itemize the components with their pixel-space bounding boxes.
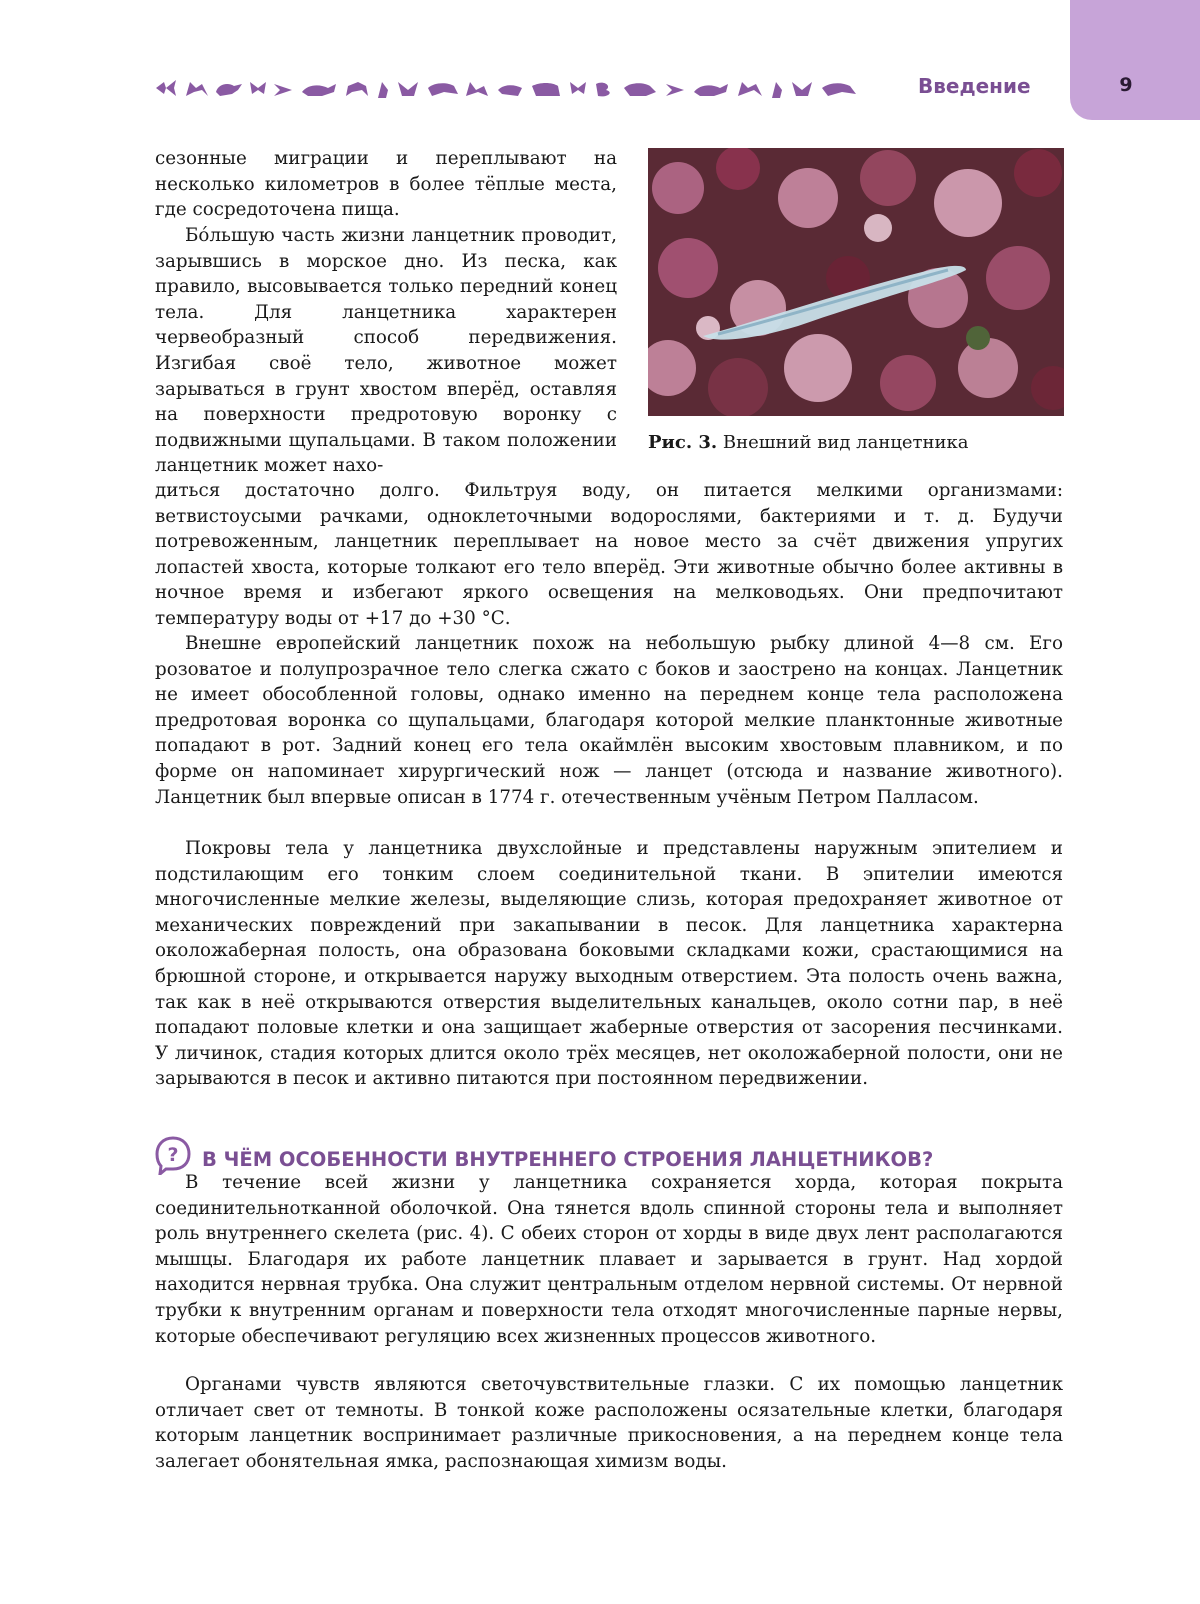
- section-heading: В ЧЁМ ОСОБЕННОСТИ ВНУТРЕННЕГО СТРОЕНИЯ ЛАНЦЕТНИКОВ?: [202, 1148, 934, 1171]
- question-icon: [154, 1135, 192, 1175]
- svg-text:?: ?: [167, 1144, 179, 1166]
- animal-silhouettes-decoration: [152, 76, 892, 102]
- paragraph-4: Внешне европейский ланцетник похож на небольшую рыбку длиной 4—8 см. Его розоватое и полупрозрачное тело слегка сжато с боков и заострено на концах. Ланцетник не имеет обособленной головы, однако именно на переднем конце тела расположена предротовая воронка со щупальцами, благодаря которой мелкие планктонные животные попадают в рот. Задний конец его тела окаймлён высоким хвостовым плавником, и по форме он напоминает хирургический нож — ланцет (отсюда и название животного). Ланцетник был впервые описан в 1774 г. отечественным учёным Петром Палласом.: [155, 633, 1063, 808]
- figure-caption-text: Внешний вид ланцетника: [717, 432, 969, 453]
- figure-caption: [648, 432, 968, 453]
- figure-caption-label: Рис. 3.: [648, 432, 718, 453]
- paragraph-5: Покровы тела у ланцетника двухслойные и представлены наружным эпителием и подстилающим его тонким слоем соединительной ткани. В эпителии имеются многочисленные мелкие железы, выделяющие слизь, которая предохраняет животное от механических повреждений при закапывании в песок. Для ланцетника характерна околожаберная полость, она образована боковыми складками кожи, срастающимися на брюшной стороне, и открывается наружу выходным отверстием. Эта полость очень важна, так как в неё открываются отверстия выделительных канальцев, около сотни пар, в неё попадают половые клетки и она защищает жаберные отверстия от засорения песчинками. У личинок, стадия которых длится около трёх месяцев, нет околожаберной полости, они не зарываются в песок и активно питаются при постоянном передвижении.: [155, 838, 1063, 1090]
- paragraph-2: Бо́льшую часть жизни ланцетник проводит, зарывшись в морское дно. Из песка, как правило, высовывается только передний конец тела. Для ланцетника характерен червеобразный способ передвижения. Изгибая своё тело, животное может зарываться в грунт хвостом вперёд, оставляя на поверхности предротовую воронку с подвижными щупальцами. В таком положении ланцетник может нахо-: [155, 225, 617, 477]
- section-title: Введение: [918, 74, 1031, 98]
- paragraph-3: диться достаточно долго. Фильтруя воду, он питается мелкими организмами: ветвистоусыми рачками, одноклеточными водорослями, бактериями и т. д. Будучи потревоженным, ланцетник переплывает на новое место за счёт движения упругих лопастей хвоста, которые толкают его тело вперёд. Эти животные обычно более активны в ночное время и избегают яркого освещения на мелководьях. Они предпочитают температуру воды от +17 до +30 °С.: [155, 480, 1063, 629]
- paragraph-7: Органами чувств являются светочувствительные глазки. С их помощью ланцетник отличает свет от темноты. В тонкой коже расположены осязательные клетки, благодаря которым ланцетник воспринимает различные прикосновения, а на переднем конце тела залегает обонятельная ямка, распознающая химизм воды.: [155, 1374, 1063, 1472]
- paragraph-6: В течение всей жизни у ланцетника сохраняется хорда, которая покрыта соединительнотканной оболочкой. Она тянется вдоль спинной стороны тела и выполняет роль внутреннего скелета (рис. 4). С обеих сторон от хорды в виде двух лент располагаются мышцы. Благодаря их работе ланцетник плавает и зарывается в грунт. Над хордой находится нервная трубка. Она служит центральным отделом нервной системы. От нервной трубки к внутренним органам и поверхности тела отходят многочисленные парные нервы, которые обеспечивают регуляцию всех жизненных процессов животного.: [155, 1172, 1063, 1347]
- page-number-tab: [1070, 0, 1200, 120]
- paragraph-1: сезонные миграции и переплывают на несколько километров в более тёплые места, где сосредоточена пища.: [155, 148, 617, 221]
- page-number: 9: [1119, 74, 1133, 96]
- lancelet-photo: [648, 148, 1064, 416]
